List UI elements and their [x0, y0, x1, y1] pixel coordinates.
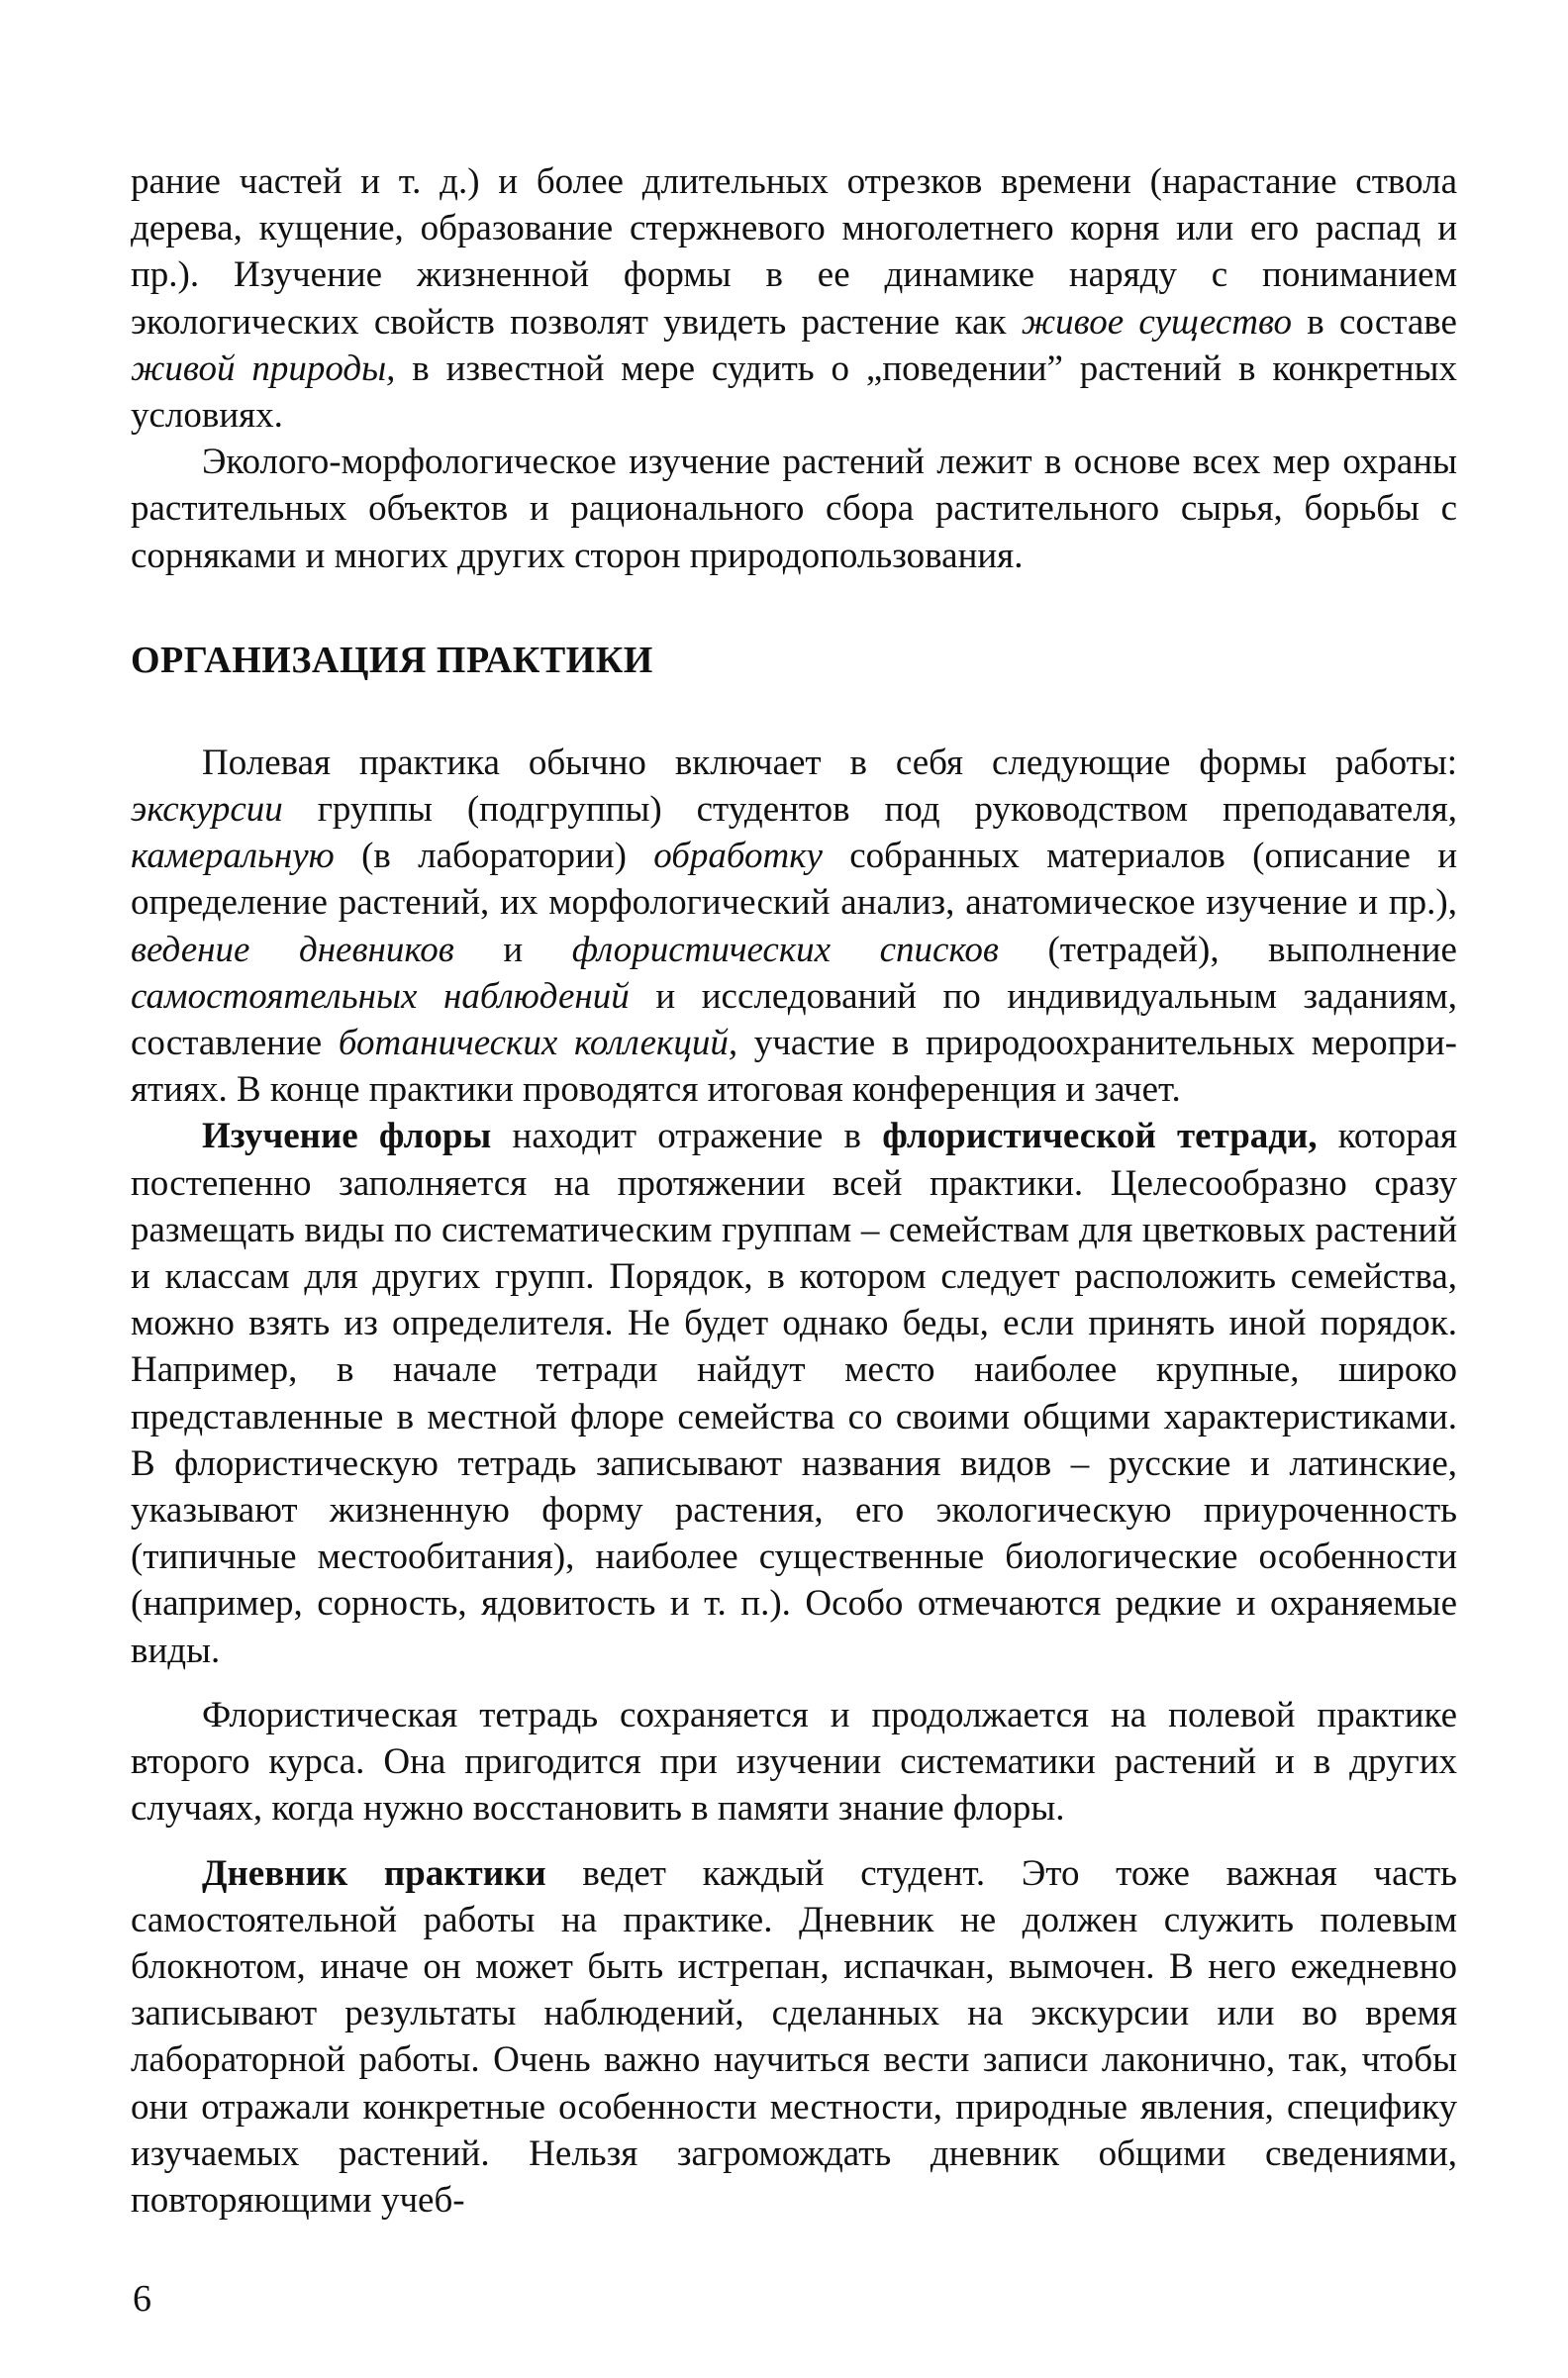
- text-run: Полевая практика обычно включает в себя следующие формы работы:: [202, 742, 1457, 783]
- paragraph-ecomorph: [131, 439, 1457, 579]
- text-run: собранных материалов (описание и определение растений, их морфологический анализ, анатомическое изучение и пр.),: [131, 836, 1457, 924]
- text-run: в известной мере судить о „поведении” растений в конкретных условиях.: [131, 347, 1457, 437]
- emphasis-italic: живой природы,: [131, 347, 396, 389]
- text-run: (в лаборатории): [334, 836, 654, 877]
- section-heading: ОРГАНИЗАЦИЯ ПРАКТИКИ: [131, 639, 653, 681]
- emphasis-italic: экскурсии: [131, 789, 283, 831]
- text-run: и: [453, 929, 572, 970]
- text-run: ведет каждый студент. Это тоже важная часть самостоятельной работы на практике. Дневник не должен служить полевым блокнотом, иначе он может быть истрепан, испачкан, вымочен. В него ежедневно записывают результаты наблюдений, сделанных на экскурсии или во время лабораторной работы. Очень важно научиться вести записи лаконично, так, чтобы они отражали конкретные особенности местности, природные явления, специфику изучаемых растений. Нельзя загромождать дневник общими сведениями, повторяющими учеб-: [131, 1852, 1457, 2221]
- paragraph-continuation: [131, 158, 1457, 439]
- text-run: в составе: [1292, 301, 1457, 343]
- text-run: рание частей и т. д.) и более длительных отрезков времени (нарастание ствола дерева, кущение, образование стержневого многолетнего корня или его распад и пр.). Изучение жизненной формы в ее динамике наряду с пониманием экологических свойств позволят увидеть растение как: [131, 161, 1457, 343]
- text-run: которая постепенно заполняется на протяжении всей практики. Целесообразно сразу размещать виды по систематическим группам – семействам для цветковых растений и классам для других групп. Порядок, в котором следует расположить семейства, можно взять из определителя. Не будет однако беды, если принять иной порядок. Например, в начале тетради найдут место наиболее крупные, широко представленные в местной флоре семейства со своими общими характеристиками. В флористическую тетрадь записывают названия видов – русские и латинские, указывают жизненную форму растения, его экологическую приуроченность (типичные местообитания), наиболее существенные биологические особенности (например, сорность, ядовитость и т. п.). Особо отмечаются редкие и охраняемые виды.: [131, 1116, 1458, 1671]
- emphasis-italic: обработку: [653, 836, 823, 877]
- paragraph-floristic-notebook: [131, 1692, 1457, 1833]
- emphasis-italic: ведение дневников: [131, 929, 454, 970]
- emphasis-bold: Дневник практики: [202, 1852, 546, 1894]
- text-run: находит отражение в: [491, 1116, 883, 1157]
- paragraph-forms-of-work: [131, 740, 1457, 1114]
- text-run: участие в природоохранительных мероприятиях. В конце практики проводятся итоговая конференция и зачет.: [131, 1023, 1457, 1111]
- text-run: группы (подгруппы) студентов под руководством преподавателя,: [282, 789, 1457, 831]
- text-run: (тетрадей), выполнение: [998, 929, 1457, 970]
- emphasis-italic: флористических списков: [571, 929, 999, 970]
- emphasis-bold: Изучение флоры: [202, 1116, 492, 1157]
- paragraph-practice-diary: [131, 1850, 1457, 2225]
- text-run: и исследований по индивидуальным заданиям, составление: [131, 975, 1458, 1064]
- emphasis-italic: живое существо: [1021, 301, 1293, 343]
- emphasis-italic: ботанических коллекций,: [338, 1023, 738, 1064]
- text-run: Эколого-морфологическое изучение растений лежит в основе всех мер охраны растительных объектов и рационального сбора растительного сырья, борьбы с сорняками и многих других сторон природопользования.: [131, 442, 1457, 576]
- page-number: 6: [133, 2278, 151, 2320]
- emphasis-italic: самостоятельных наблюдений: [131, 975, 630, 1017]
- emphasis-bold: флористической тетради,: [882, 1116, 1318, 1157]
- text-run: Флористическая тетрадь сохраняется и продолжается на полевой практике второго курса. Она пригодится при изучении систематики растений и в других случаях, когда нужно восстановить в памяти знание флоры.: [131, 1694, 1457, 1830]
- paragraph-flora-study: [131, 1113, 1457, 1673]
- page-body: [131, 158, 1457, 2224]
- emphasis-italic: камеральную: [131, 836, 335, 877]
